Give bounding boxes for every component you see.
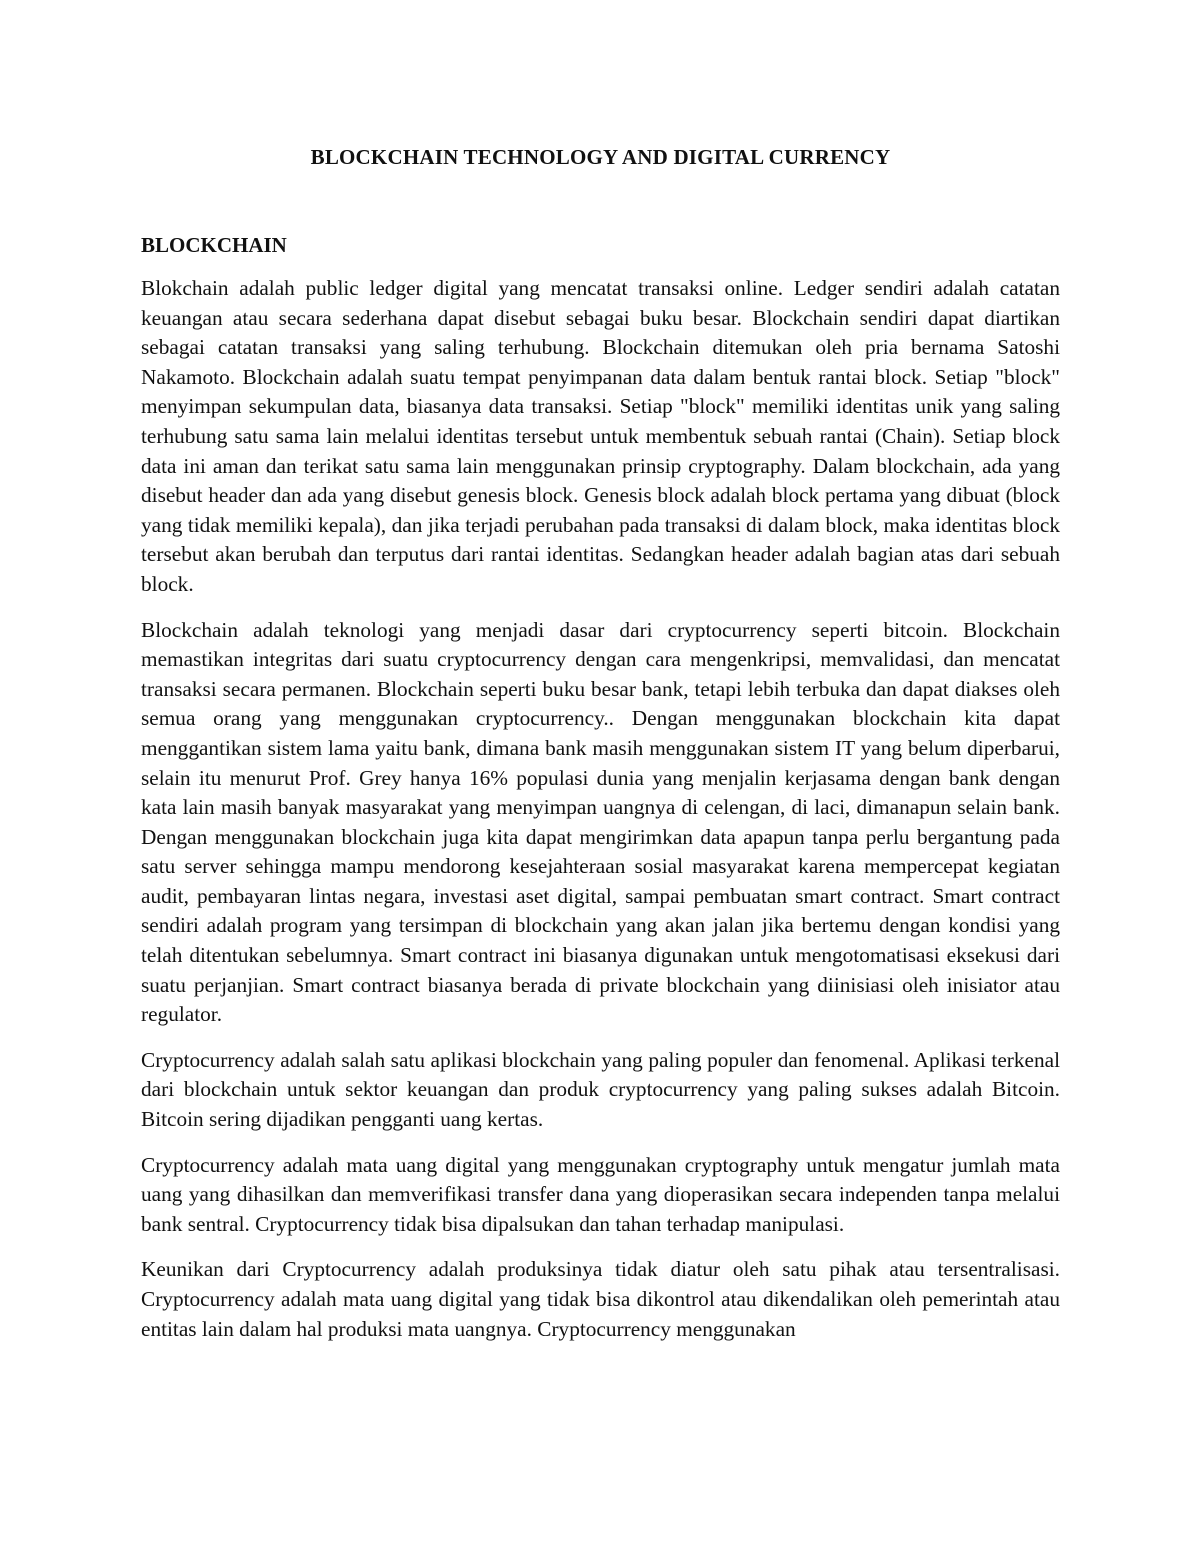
paragraph-2: Blockchain adalah teknologi yang menjadi dasar dari cryptocurrency seperti bitcoin. Blockchain memastikan integritas dari suatu cryptocurrency dengan cara mengenkripsi, memvalidasi, dan mencatat transaksi secara permanen. Blockchain seperti buku besar bank, tetapi lebih terbuka dan dapat diakses oleh semua orang yang menggunakan cryptocurrency.. Dengan menggunakan blockchain kita dapat menggantikan sistem lama yaitu bank, dimana bank masih menggunakan sistem IT yang belum diperbarui, selain itu menurut Prof. Grey hanya 16% populasi dunia yang menjalin kerjasama dengan bank dengan kata lain masih banyak masyarakat yang menyimpan uangnya di celengan, di laci, dimanapun selain bank. Dengan menggunakan blockchain juga kita dapat mengirimkan data apapun tanpa perlu bergantung pada satu server sehingga mampu mendorong kesejahteraan sosial masyarakat karena mempercepat kegiatan audit, pembayaran lintas negara, investasi aset digital, sampai pembuatan smart contract. Smart contract sendiri adalah program yang tersimpan di blockchain yang akan jalan jika bertemu dengan kondisi yang telah ditentukan sebelumnya. Smart contract ini biasanya digunakan untuk mengotomatisasi eksekusi dari suatu perjanjian. Smart contract biasanya berada di private blockchain yang diinisiasi oleh inisiator atau regulator. <box>141 617 1060 1027</box>
document-body <box>141 142 1060 1344</box>
document-title: BLOCKCHAIN TECHNOLOGY AND DIGITAL CURRENCY <box>310 145 891 169</box>
paragraph-5: Keunikan dari Cryptocurrency adalah produksinya tidak diatur oleh satu pihak atau tersentralisasi. Cryptocurrency adalah mata uang digital yang tidak bisa dikontrol atau dikendalikan oleh pemerintah atau entitas lain dalam hal produksi mata uangnya. Cryptocurrency menggunakan <box>141 1257 1060 1341</box>
paragraph-4: Cryptocurrency adalah mata uang digital yang menggunakan cryptography untuk mengatur jumlah mata uang yang dihasilkan dan memverifikasi transfer dana yang dioperasikan secara independen tanpa melalui bank sentral. Cryptocurrency tidak bisa dipalsukan dan tahan terhadap manipulasi. <box>141 1152 1060 1236</box>
section-heading-blockchain: BLOCKCHAIN <box>141 233 287 257</box>
paragraph-1: Blokchain adalah public ledger digital yang mencatat transaksi online. Ledger sendiri adalah catatan keuangan atau secara sederhana dapat disebut sebagai buku besar. Blockchain sendiri dapat diartikan sebagai catatan transaksi yang saling terhubung. Blockchain ditemukan oleh pria bernama Satoshi Nakamoto. Blockchain adalah suatu tempat penyimpanan data dalam bentuk rantai block. Setiap "block" menyimpan sekumpulan data, biasanya data transaksi. Setiap "block" memiliki identitas unik yang saling terhubung satu sama lain melalui identitas tersebut untuk membentuk sebuah rantai (Chain). Setiap block data ini aman dan terikat satu sama lain menggunakan prinsip cryptography. Dalam blockchain, ada yang disebut header dan ada yang disebut genesis block. Genesis block adalah block pertama yang dibuat (block yang tidak memiliki kepala), dan jika terjadi perubahan pada transaksi di dalam block, maka identitas block tersebut akan berubah dan terputus dari rantai identitas. Sedangkan header adalah bagian atas dari sebuah block. <box>141 276 1060 596</box>
paragraph-3: Cryptocurrency adalah salah satu aplikasi blockchain yang paling populer dan fenomenal. Aplikasi terkenal dari blockchain untuk sektor keuangan dan produk cryptocurrency yang paling sukses adalah Bitcoin. Bitcoin sering dijadikan pengganti uang kertas. <box>141 1047 1060 1132</box>
